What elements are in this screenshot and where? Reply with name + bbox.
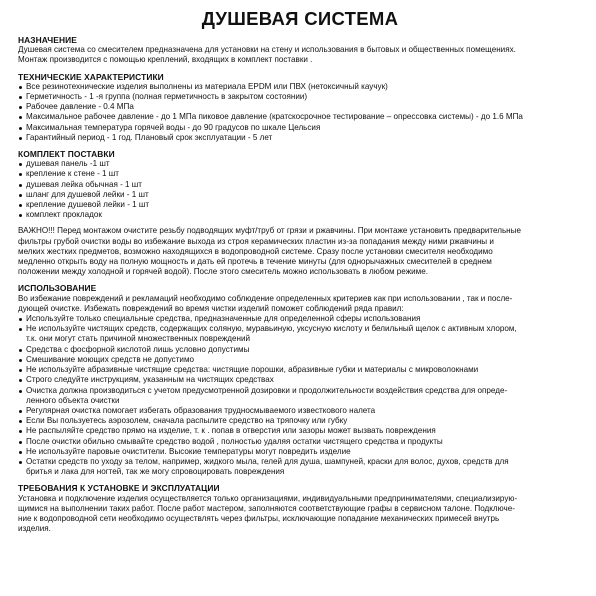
spec-item: Рабочее давление - 0.4 МПа — [18, 102, 582, 112]
spec-item: Максимальная температура горячей воды - до 90 градусов по шкале Цельсия — [18, 123, 582, 133]
warning-line: мелких жестких предметов, возможно находящихся в водопроводной системе. Сразу после установки смесителя необходимо — [18, 246, 493, 256]
usage-item: Не распыляйте средство прямо на изделие, т. к . попав в отверстия или зазоры может вызвать повреждения — [18, 426, 582, 436]
usage-item: Если Вы пользуетесь аэрозолем, сначала распылите средство на тряпочку или губку — [18, 416, 582, 426]
usage-item: Очистка должна производиться с учетом предусмотренной дозировки и продолжительности воздействия средства для опреде- ленного объекта очистки — [18, 386, 582, 406]
usage-item: Не используйте чистящих средств, содержащих соляную, муравьиную, уксусную кислоту и белильный щелок с активным хлором, т.к. они могут стать причиной множественных повреждений — [18, 324, 582, 344]
warning-line: фильтры грубой очистки воды во избежание выхода из строя керамических пластин из-за попадания между ними ржавчины и — [18, 236, 494, 246]
spec-item: Гарантийный период - 1 год. Плановый срок эксплуатации - 5 лет — [18, 133, 582, 143]
warning-line: ВАЖНО!!! Перед монтажом очистите резьбу подводящих муфт/труб от грязи и ржавчины. При монтаже установить предварительные — [18, 226, 521, 236]
install-line: Установка и подключение изделия осуществляется только организациями, индивидуальными предпринимателями, специализирую- — [18, 493, 518, 503]
install-line: изделия. — [18, 524, 51, 534]
spec-item: Максимальное рабочее давление - до 1 МПа пиковое давление (кратскосрочное тестирование – опрессовка системы) - до 1.6 МПа — [18, 112, 582, 122]
usage-item: Средства с фосфорной кислотой лишь условно допустимы — [18, 345, 582, 355]
usage-intro-line: дующей очистке. Избежать повреждений во время чистки изделий поможет соблюдений ряда правил: — [18, 303, 404, 313]
spec-item: Все резинотехнические изделия выполнены из материала EPDM или ПВХ (нетоксичный каучук) — [18, 82, 582, 92]
specs-section — [18, 72, 582, 143]
usage-item: Регулярная очистка помогает избегать образования трудносмываемого известкового налета — [18, 406, 582, 416]
usage-item: Не используйте паровые очистители. Высокие температуры могут повредить изделие — [18, 447, 582, 457]
kit-heading: КОМПЛЕКТ ПОСТАВКИ — [18, 149, 115, 160]
document-title: ДУШЕВАЯ СИСТЕМА — [201, 8, 399, 29]
usage-item: После очистки обильно смывайте средство водой , полностью удаляя остатки чистящего средства и продукты — [18, 437, 582, 447]
purpose-heading: НАЗНАЧЕНИЕ — [18, 35, 77, 45]
specs-heading: ТЕХНИЧЕСКИЕ ХАРАКТЕРИСТИКИ — [18, 71, 164, 82]
usage-item: Строго следуйте инструкциям, указанным на чистящих средствах — [18, 375, 582, 385]
usage-heading: ИСПОЛЬЗОВАНИЕ — [18, 283, 97, 294]
purpose-line: Монтаж производится с помощью креплений, входящих в комплект поставки . — [18, 55, 313, 65]
usage-item: Смешивание моющих средств не допустимо — [18, 355, 582, 365]
spec-item: Герметичность - 1 -я группа (полная герметичность в закрытом состоянии) — [18, 92, 582, 102]
kit-item: душевая панель -1 шт — [18, 159, 582, 169]
usage-item: Остатки средств по уходу за телом, например, жидкого мыла, гелей для душа, шампуней, краски для волос, духов, средств для бритья и лака для ногтей, так же могу спровоцировать повреждения — [18, 457, 582, 477]
usage-item: Не используйте абразивные чистящие средства: чистящие порошки, абразивные губки и материалы с микроволокнами — [18, 365, 582, 375]
purpose-section — [18, 35, 582, 66]
usage-item: Используйте только специальные средства, предназначенные для определенной сферы использования — [18, 314, 582, 324]
warning-section — [18, 226, 582, 277]
kit-item: шланг для душевой лейки - 1 шт — [18, 190, 582, 200]
install-section — [18, 483, 582, 534]
purpose-line: Душевая система со смесителем предназначена для установки на стену и использования в бытовых и общественных помещениях. — [18, 45, 516, 55]
kit-section — [18, 149, 582, 220]
install-heading: ТРЕБОВАНИЯ К УСТАНОВКЕ И ЭКСПЛУАТАЦИИ — [18, 483, 220, 494]
install-line: щимися на выполнении таких работ. После работ мастером, заполняются соответствующие графы в сервисном талоне. Подключе- — [18, 503, 515, 513]
kit-list — [18, 159, 582, 220]
kit-item: комплект прокладок — [18, 210, 582, 220]
kit-item: крепление к стене - 1 шт — [18, 169, 582, 179]
usage-section — [18, 283, 582, 477]
usage-list — [18, 314, 582, 477]
kit-item: душевая лейка обычная - 1 шт — [18, 180, 582, 190]
kit-item: крепление душевой лейки - 1 шт — [18, 200, 582, 210]
warning-line: положении между холодной и горячей водой). После этого смеситель можно использовать в любом режиме. — [18, 267, 428, 277]
usage-intro-line: Во избежание повреждений и рекламаций необходимо соблюдение определенных критериев как при использовании , так и после- — [18, 293, 513, 303]
warning-line: медленно открыть воду на полную мощность и дать ей протечь в течение минуты (для однорычажных смесителей в среднем — [18, 257, 492, 267]
specs-list — [18, 82, 582, 143]
install-line: ние к водопроводной сети необходимо осуществлять через фильтры, исключающие попадание механических примесей внутрь — [18, 513, 500, 523]
